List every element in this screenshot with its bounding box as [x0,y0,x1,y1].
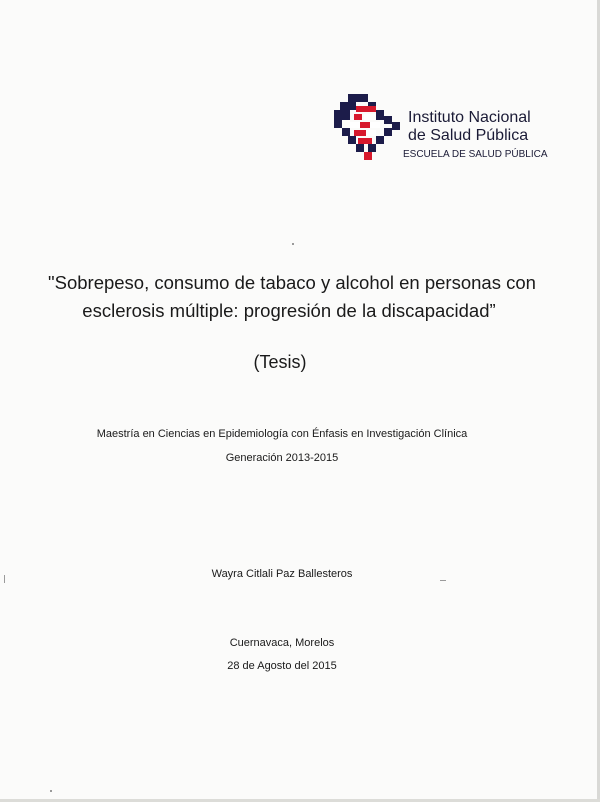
logo-school-name: ESCUELA DE SALUD PÚBLICA [403,149,548,160]
place: Cuernavaca, Morelos [229,637,335,649]
logo-institution-name-line1: Instituto Nacional [408,109,531,126]
logo-institution-name-line2: de Salud Pública [408,127,529,144]
scan-speck [50,790,52,792]
date: 28 de Agosto del 2015 [227,660,337,672]
thesis-title-line1: "Sobrepeso, consumo de tabaco y alcohol en personas con [48,272,536,293]
degree-program: Maestría en Ciencias en Epidemiología con Énfasis en Investigación Clínica [96,428,468,440]
generation: Generación 2013-2015 [225,452,339,464]
scan-speck [292,243,294,245]
document-type: (Tesis) [253,352,307,372]
thesis-title-line2: esclerosis múltiple: progresión de la discapacidad” [82,300,496,321]
scan-speck [4,575,5,583]
scan-speck [440,580,446,581]
insp-logo-mark-icon [334,94,402,160]
author-name: Wayra Citlali Paz Ballesteros [211,568,353,580]
institution-logo [334,94,554,164]
